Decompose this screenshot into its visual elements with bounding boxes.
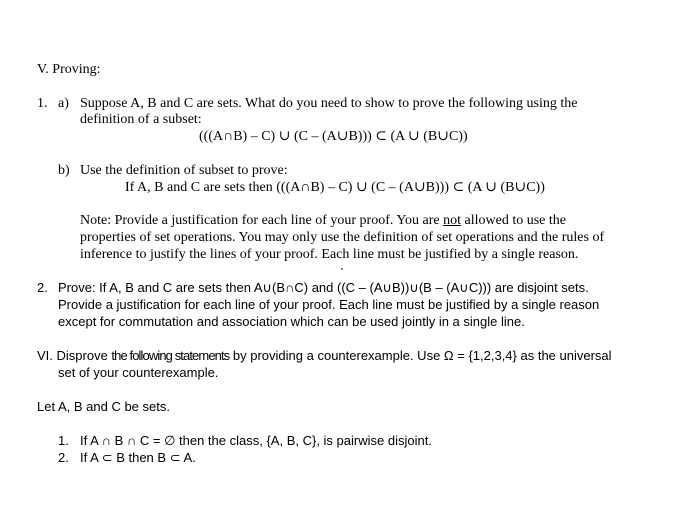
- q2-line2: Provide a justification for each line of your proof. Each line must be justified by a single reason: [58, 297, 600, 312]
- q1a-line1: Suppose A, B and C are sets. What do you need to show to prove the following using the: [80, 96, 578, 111]
- q2-line1: Prove: If A, B and C are sets then A∪(B∩C) and ((C – (A∪B))∪(B – (A∪C))) are disjoint sets.: [58, 280, 589, 295]
- section-vi-tight: the following statements: [111, 348, 230, 363]
- note-line2: properties of set operations. You may only use the definition of set operations and the rules of: [80, 230, 605, 245]
- item2-text: If A ⊂ B then B ⊂ A.: [80, 450, 196, 465]
- item1-text: If A ∩ B ∩ C = ∅ then the class, {A, B, C}, is pairwise disjoint.: [80, 433, 432, 448]
- item1-number: 1.: [58, 433, 69, 448]
- q1a-label: a): [58, 96, 69, 111]
- note-not-underlined: not: [443, 213, 462, 228]
- stray-dot: [341, 268, 343, 270]
- q1a-line2: definition of a subset:: [80, 112, 202, 127]
- note-line1: [80, 213, 566, 229]
- q2-number: 2.: [37, 280, 48, 295]
- note-line1-pre: Note: Provide a justification for each line of your proof. You are: [80, 213, 444, 228]
- q1b-line2: If A, B and C are sets then (((A∩B) – C) ∪ (C – (A∪B))) ⊂ (A ∪ (B∪C)): [125, 180, 545, 195]
- section-vi-pre: VI. Disprove: [37, 348, 112, 363]
- section-vi-post: by providing a counterexample. Use Ω = {1,2,3,4} as the universal: [229, 348, 612, 363]
- q1-number: 1.: [37, 96, 48, 111]
- note-line3: inference to justify the lines of your proof. Each line must be justified by a single reason.: [80, 247, 579, 262]
- q1a-formula: (((A∩B) – C) ∪ (C – (A∪B))) ⊂ (A ∪ (B∪C)): [199, 129, 468, 144]
- section-v-heading: V. Proving:: [37, 62, 101, 77]
- q1b-label: b): [58, 163, 70, 178]
- let-statement: Let A, B and C be sets.: [37, 399, 170, 414]
- q1b-line1: Use the definition of subset to prove:: [80, 163, 288, 178]
- item2-number: 2.: [58, 450, 69, 465]
- note-line1-post: allowed to use the: [461, 213, 567, 228]
- q2-line3: except for commutation and association which can be used jointly in a single line.: [58, 314, 525, 329]
- section-vi-line1: [37, 348, 612, 364]
- section-vi-line2: set of your counterexample.: [58, 365, 219, 380]
